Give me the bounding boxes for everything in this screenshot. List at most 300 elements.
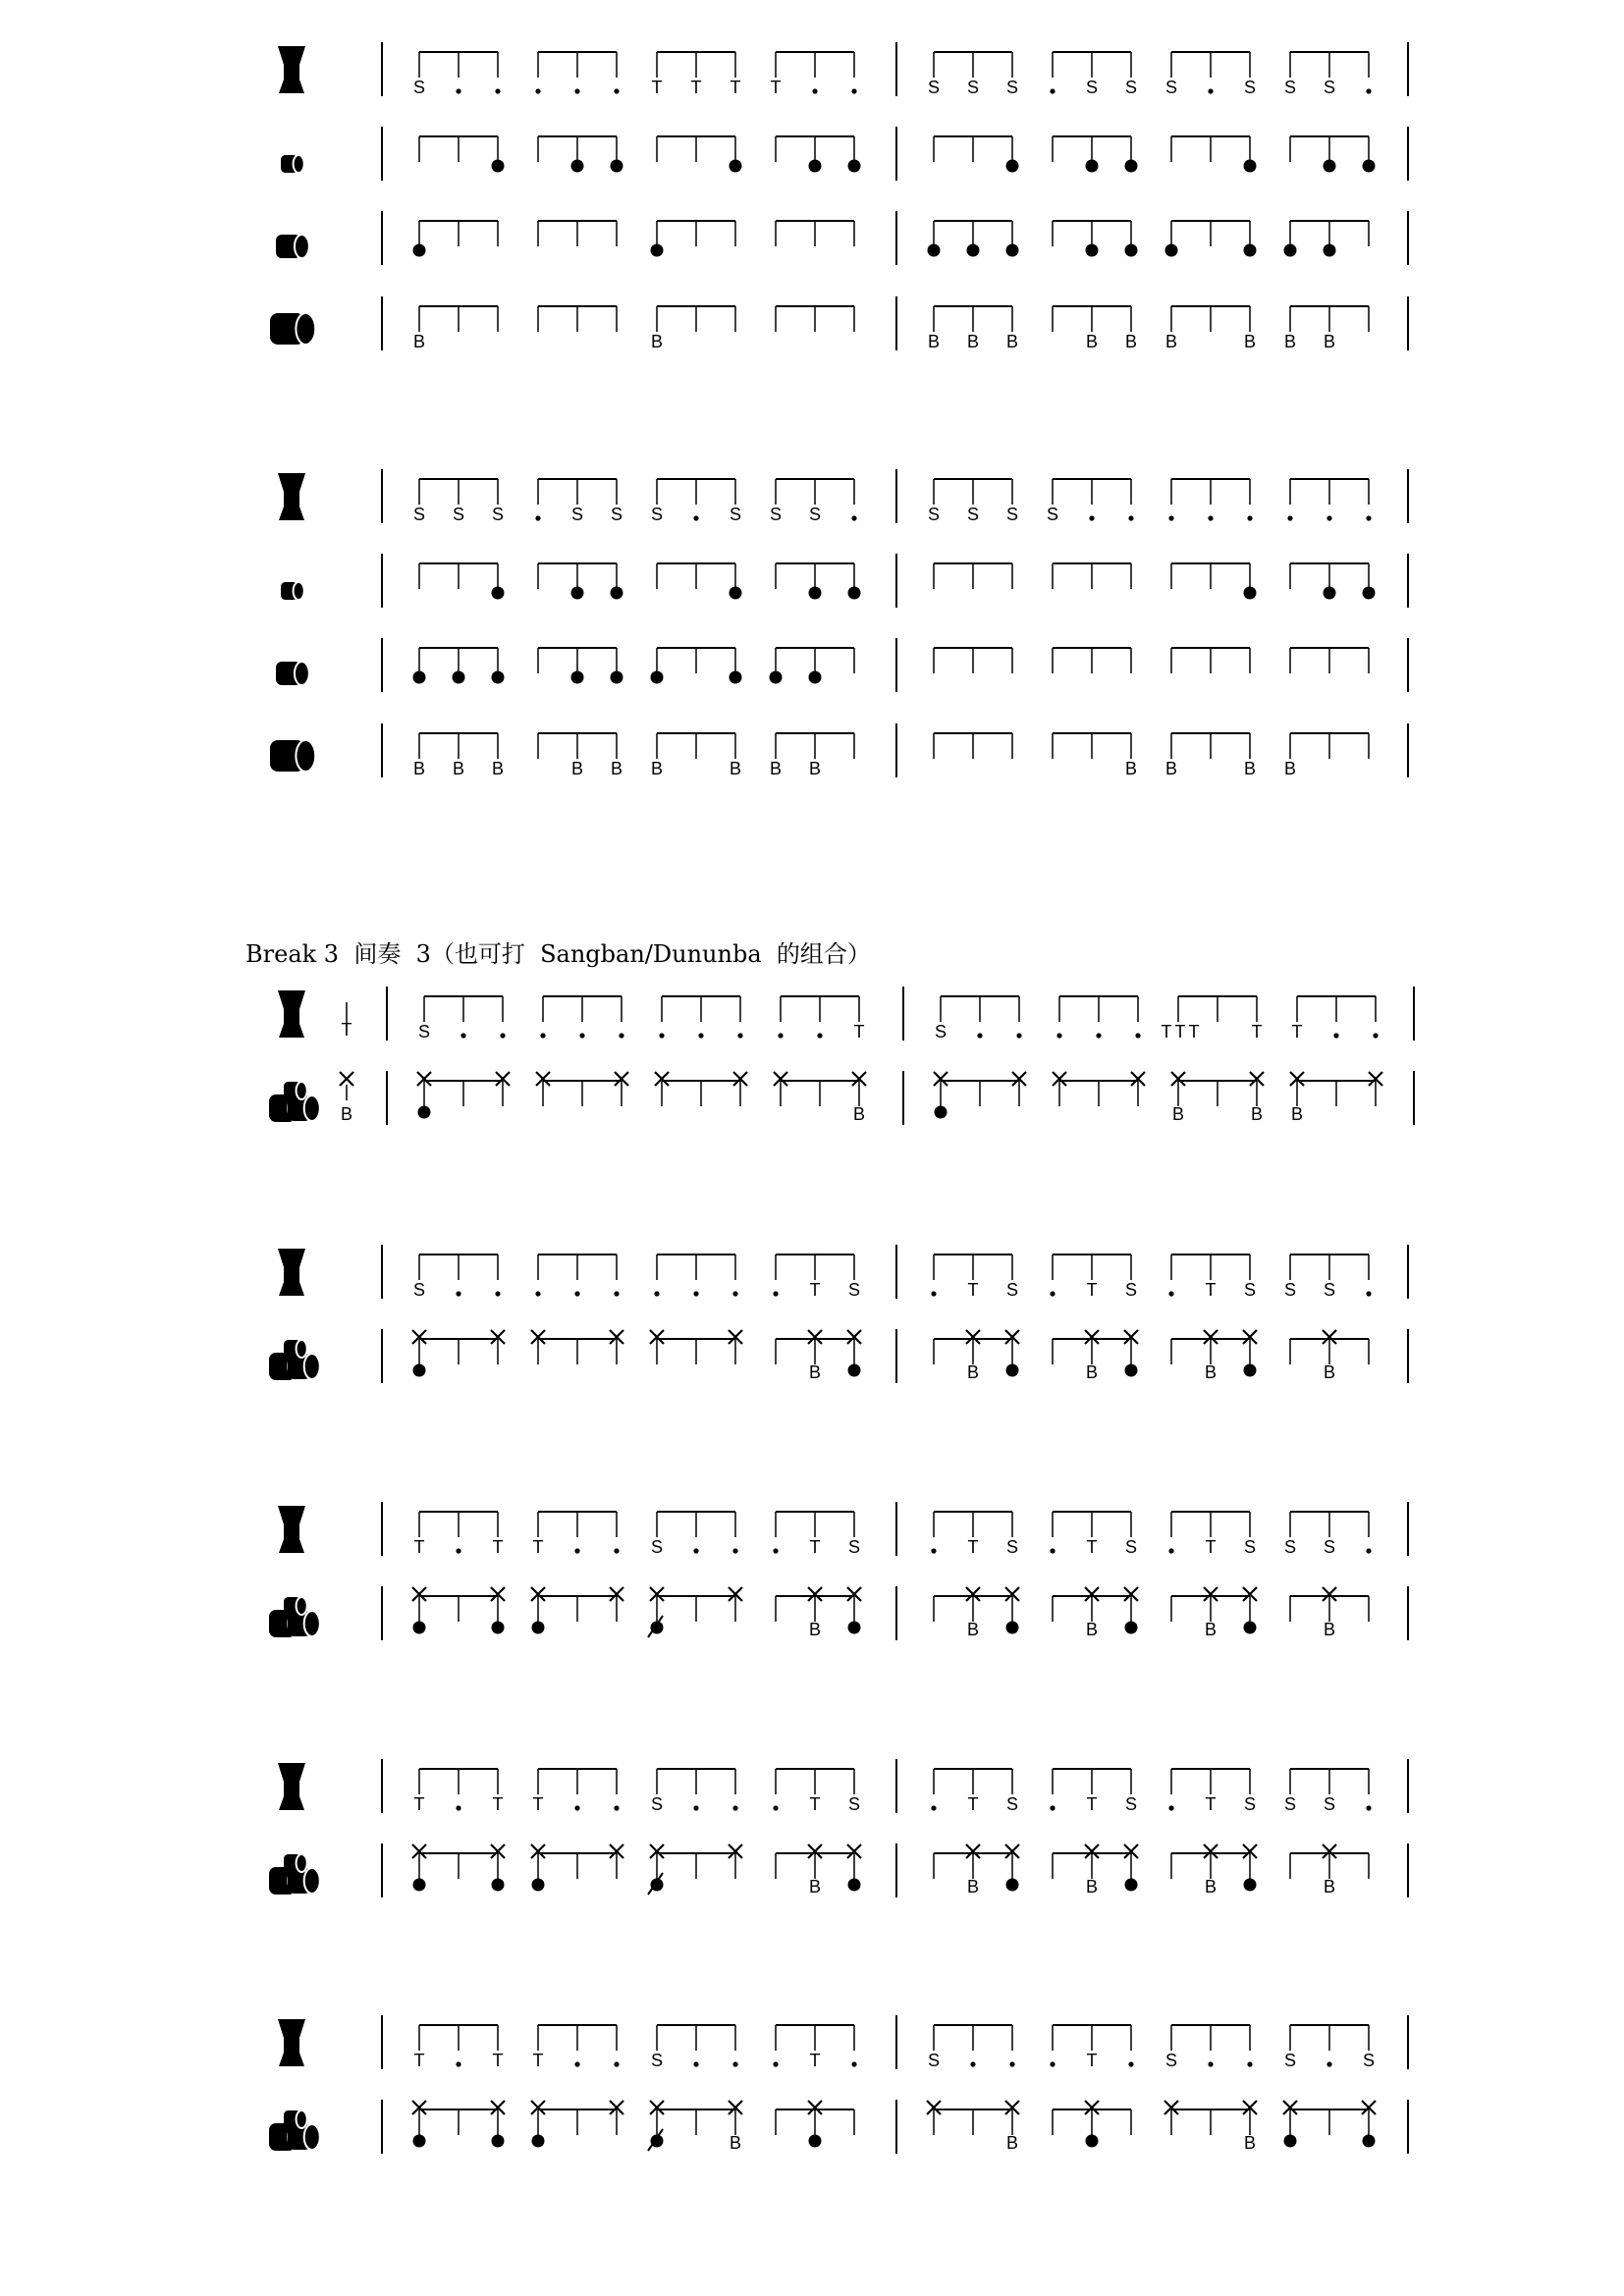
row-dununs xyxy=(269,2100,1408,2154)
stroke-label: S xyxy=(650,1794,664,1814)
beam-group xyxy=(1171,52,1250,78)
sangban-icon xyxy=(276,662,309,685)
beam-group xyxy=(538,648,617,673)
hit-dot xyxy=(809,160,822,173)
hit-dot xyxy=(413,2135,426,2148)
beam-group xyxy=(1290,52,1369,78)
hit-dot xyxy=(1125,1879,1138,1892)
rest-dot xyxy=(500,1033,505,1038)
beam-group xyxy=(657,563,735,589)
dununba-icon xyxy=(270,740,315,772)
row-dununs xyxy=(269,1329,1408,1383)
beam-group xyxy=(1297,1081,1376,1106)
beam-group xyxy=(1171,479,1250,505)
rest-dot xyxy=(535,1291,540,1296)
beam-group xyxy=(419,1596,498,1622)
beam-group xyxy=(1053,1339,1131,1364)
stroke-label: B xyxy=(1164,759,1178,778)
rest-dot xyxy=(693,1805,698,1810)
beam-group xyxy=(934,733,1012,759)
beam-group xyxy=(1053,1255,1131,1280)
rest-dot xyxy=(1326,515,1331,520)
kenkeni-icon xyxy=(281,582,304,600)
beam-group xyxy=(1178,1081,1257,1106)
beam-group xyxy=(538,1339,617,1364)
rest-dot xyxy=(693,1548,698,1553)
beam-group xyxy=(419,1769,498,1794)
beam-group xyxy=(1290,1596,1369,1622)
stroke-label: B xyxy=(1243,759,1257,778)
stroke-label: S xyxy=(1005,1280,1019,1300)
beam-group xyxy=(419,733,498,759)
stroke-label: B xyxy=(1323,1362,1336,1382)
stroke-label: S xyxy=(1283,1794,1297,1814)
row-kenkeni xyxy=(281,554,1408,608)
djembe-shape xyxy=(278,1763,305,1810)
hit-dot xyxy=(1363,2135,1376,2148)
stroke-label: T xyxy=(532,1537,544,1557)
hit-dot xyxy=(571,160,584,173)
stroke-label: B xyxy=(1085,332,1099,351)
rest-dot xyxy=(1208,515,1213,520)
system-3 xyxy=(269,987,1414,1125)
beam-group xyxy=(657,2025,735,2051)
hit-dot xyxy=(1125,160,1138,173)
beam-group xyxy=(1053,2025,1131,2051)
beam-group xyxy=(538,221,617,246)
stroke-label: T xyxy=(809,1794,821,1814)
beam-group xyxy=(538,1596,617,1622)
row-djembe xyxy=(278,1245,1408,1300)
drum-head xyxy=(296,313,315,345)
rest-dot xyxy=(1366,1805,1371,1810)
beam-group xyxy=(934,1339,1012,1364)
beam-group xyxy=(934,479,1012,505)
beam-group xyxy=(776,52,854,78)
hit-dot xyxy=(1324,160,1336,173)
rest-dot xyxy=(1366,88,1371,93)
beam-group xyxy=(424,1081,503,1106)
stroke-label: B xyxy=(966,1362,980,1382)
beam-group xyxy=(1053,648,1131,673)
beam-group xyxy=(1053,733,1131,759)
beam-group xyxy=(424,996,503,1022)
rest-dot xyxy=(812,88,817,93)
beam-group xyxy=(934,136,1012,162)
stroke-label: T xyxy=(1086,1280,1098,1300)
hit-dot xyxy=(571,671,584,684)
rest-dot xyxy=(1366,515,1371,520)
stroke-label: T xyxy=(967,1537,979,1557)
stroke-label: S xyxy=(1005,505,1019,524)
rest-dot xyxy=(732,1805,737,1810)
stroke-label: B xyxy=(1005,332,1019,351)
stroke-label: S xyxy=(1124,1794,1138,1814)
hit-dot xyxy=(848,1364,861,1377)
beam-group xyxy=(776,1512,854,1537)
row-djembe xyxy=(278,1759,1408,1814)
stroke-label: T xyxy=(967,1280,979,1300)
stroke-label: S xyxy=(1283,78,1297,97)
beam-group xyxy=(419,563,498,589)
stroke-label: B xyxy=(570,759,584,778)
djembe-icon xyxy=(278,990,305,1038)
drum-head xyxy=(294,155,304,173)
system-4 xyxy=(269,1245,1408,1383)
hit-dot xyxy=(1125,1622,1138,1634)
hit-dot xyxy=(492,160,505,173)
row-djembe xyxy=(278,42,1408,97)
beam-group xyxy=(419,136,498,162)
beam-group xyxy=(419,648,498,673)
beam-group xyxy=(776,136,854,162)
beam-group xyxy=(657,1339,735,1364)
kenkeni-icon xyxy=(281,155,304,173)
hit-dot xyxy=(1125,244,1138,257)
beam-group xyxy=(657,306,735,332)
rest-dot xyxy=(495,1291,500,1296)
beam-group xyxy=(776,1339,854,1364)
rest-dot xyxy=(931,1548,936,1553)
row-sangban xyxy=(276,211,1408,265)
hit-dot xyxy=(1006,244,1019,257)
drum-head xyxy=(296,740,315,772)
system-1 xyxy=(270,42,1408,351)
stroke-label: B xyxy=(1085,1362,1099,1382)
beam-group xyxy=(657,1596,735,1622)
stroke-label: B xyxy=(729,2133,742,2153)
stroke-label: S xyxy=(966,505,980,524)
row-dununs xyxy=(269,1586,1408,1640)
drum-head xyxy=(297,1082,307,1099)
stroke-label: B xyxy=(412,332,426,351)
stroke-label: T xyxy=(492,1794,504,1814)
stroke-label: S xyxy=(1124,1537,1138,1557)
pickup-dunun: B xyxy=(340,1104,353,1124)
beam-group xyxy=(538,1255,617,1280)
beam-group xyxy=(538,479,617,505)
stroke-label: B xyxy=(1243,2133,1257,2153)
system-7 xyxy=(269,2015,1408,2154)
stroke-label: S xyxy=(1323,1537,1336,1557)
rest-dot xyxy=(614,1548,619,1553)
rest-dot xyxy=(732,1291,737,1296)
stroke-label: S xyxy=(1124,78,1138,97)
rest-dot xyxy=(1050,1548,1055,1553)
stroke-label: S xyxy=(927,505,941,524)
beam-group xyxy=(1053,479,1131,505)
hit-dot xyxy=(809,587,822,600)
stroke-label: S xyxy=(847,1794,861,1814)
stroke-label: S xyxy=(1164,2051,1178,2070)
beam-group xyxy=(934,1769,1012,1794)
stroke-label: S xyxy=(650,2051,664,2070)
stroke-label: B xyxy=(412,759,426,778)
hit-dot xyxy=(1244,1364,1257,1377)
beam-group xyxy=(538,1512,617,1537)
dunun-set-icon xyxy=(269,1597,320,1637)
rest-dot xyxy=(1373,1033,1378,1038)
beam-group xyxy=(781,1081,859,1106)
rest-dot xyxy=(773,1805,778,1810)
hit-dot xyxy=(967,244,980,257)
rest-dot xyxy=(1009,2061,1014,2066)
beam-group xyxy=(1171,1769,1250,1794)
djembe-shape xyxy=(278,990,305,1038)
stroke-label: B xyxy=(1124,332,1138,351)
rest-dot xyxy=(931,1291,936,1296)
rest-dot xyxy=(1168,1805,1173,1810)
hit-dot xyxy=(413,671,426,684)
djembe-icon xyxy=(278,1249,305,1296)
beam-group xyxy=(934,306,1012,332)
hit-dot xyxy=(1006,160,1019,173)
rest-dot xyxy=(851,2061,856,2066)
beam-group xyxy=(419,306,498,332)
beam-group xyxy=(657,2109,735,2135)
hit-dot xyxy=(1244,1622,1257,1634)
rest-dot xyxy=(456,1291,460,1296)
beam-group xyxy=(657,1853,735,1879)
rest-dot xyxy=(693,515,698,520)
hit-dot xyxy=(730,587,742,600)
stroke-label: B xyxy=(1250,1104,1264,1124)
stroke-label: T xyxy=(809,1280,821,1300)
beam-group xyxy=(1053,221,1131,246)
djembe-shape xyxy=(278,1249,305,1296)
hit-dot xyxy=(935,1106,947,1119)
hit-dot xyxy=(848,1879,861,1892)
hit-dot xyxy=(1006,1879,1019,1892)
beam-group xyxy=(538,733,617,759)
drum-head xyxy=(294,582,304,600)
drum-head xyxy=(295,235,309,258)
rest-dot xyxy=(456,1548,460,1553)
rest-dot xyxy=(693,1291,698,1296)
beam-group xyxy=(1053,2109,1131,2135)
rest-dot xyxy=(773,1548,778,1553)
stroke-label: T xyxy=(413,2051,425,2070)
rest-dot xyxy=(535,88,540,93)
beam-group xyxy=(776,1769,854,1794)
beam-group xyxy=(934,1255,1012,1280)
beam-group xyxy=(776,306,854,332)
hit-dot xyxy=(1086,160,1099,173)
beam-group xyxy=(776,733,854,759)
rest-dot xyxy=(659,1033,664,1038)
beam-group xyxy=(1171,1512,1250,1537)
beam-group xyxy=(419,479,498,505)
beam-group xyxy=(1053,306,1131,332)
stroke-label: T xyxy=(690,78,702,97)
rest-dot xyxy=(1208,88,1213,93)
rest-dot xyxy=(456,1805,460,1810)
beam-group xyxy=(776,2109,854,2135)
stroke-label: B xyxy=(1005,2133,1019,2153)
row-dununs xyxy=(269,1843,1408,1897)
rest-dot xyxy=(1096,1033,1101,1038)
rest-dot xyxy=(614,1291,619,1296)
stroke-label: S xyxy=(1243,1537,1257,1557)
stroke-label: B xyxy=(808,759,822,778)
hit-dot xyxy=(1324,244,1336,257)
hit-dot xyxy=(532,2135,545,2148)
beam-group xyxy=(1171,2109,1250,2135)
beam-group xyxy=(776,648,854,673)
drum-head xyxy=(297,1854,307,1872)
hit-dot xyxy=(770,671,783,684)
hit-dot xyxy=(492,1622,505,1634)
hit-dot xyxy=(730,160,742,173)
stroke-label: S xyxy=(610,505,623,524)
stroke-label: S xyxy=(1005,78,1019,97)
hit-dot xyxy=(1006,1622,1019,1634)
djembe-icon xyxy=(278,46,305,93)
hit-dot xyxy=(809,671,822,684)
rest-dot xyxy=(1089,515,1094,520)
stroke-label: S xyxy=(417,1022,431,1041)
stroke-label: S xyxy=(1323,78,1336,97)
stroke-label: S xyxy=(650,1537,664,1557)
hit-dot xyxy=(1244,1879,1257,1892)
rest-dot xyxy=(579,1033,584,1038)
beam-group xyxy=(1290,1512,1369,1537)
rest-dot xyxy=(1050,1291,1055,1296)
beam-group xyxy=(662,996,740,1022)
hit-dot xyxy=(730,671,742,684)
rest-dot xyxy=(693,2061,698,2066)
rest-dot xyxy=(698,1033,703,1038)
rest-dot xyxy=(773,1291,778,1296)
stroke-label: B xyxy=(1283,332,1297,351)
stroke-label: S xyxy=(1005,1794,1019,1814)
stroke-label: B xyxy=(1323,1877,1336,1896)
beam-group xyxy=(776,563,854,589)
beam-group xyxy=(538,136,617,162)
hit-dot xyxy=(418,1106,431,1119)
beam-group xyxy=(776,221,854,246)
beam-group xyxy=(1178,996,1257,1022)
stroke-label: B xyxy=(650,332,664,351)
stroke-label: T xyxy=(492,2051,504,2070)
beam-group xyxy=(419,2109,498,2135)
rest-dot xyxy=(574,1291,579,1296)
beam-group xyxy=(543,996,622,1022)
hit-dot xyxy=(1244,587,1257,600)
stroke-label: B xyxy=(650,759,664,778)
rest-dot xyxy=(619,1033,623,1038)
stroke-label: S xyxy=(966,78,980,97)
stroke-label: B xyxy=(808,1877,822,1896)
stroke-label: B xyxy=(1283,759,1297,778)
dunun-set-icon xyxy=(269,2110,320,2151)
hit-dot xyxy=(651,244,664,257)
beam-group xyxy=(662,1081,740,1106)
stroke-label: B xyxy=(1204,1877,1218,1896)
hit-dot xyxy=(413,1364,426,1377)
beam-group xyxy=(657,52,735,78)
hit-dot xyxy=(651,671,664,684)
hit-dot xyxy=(1244,160,1257,173)
beam-group xyxy=(657,1769,735,1794)
stroke-label: S xyxy=(1323,1794,1336,1814)
rest-dot xyxy=(1050,1805,1055,1810)
beam-group xyxy=(934,52,1012,78)
beam-group xyxy=(934,2109,1012,2135)
stroke-label: T xyxy=(1205,1280,1217,1300)
stroke-label: B xyxy=(927,332,941,351)
rest-dot xyxy=(535,515,540,520)
stroke-label: T xyxy=(809,1537,821,1557)
rest-dot xyxy=(851,88,856,93)
stroke-label: B xyxy=(1323,332,1336,351)
stroke-label: S xyxy=(412,1280,426,1300)
beam-group xyxy=(1290,648,1369,673)
stroke-label: S xyxy=(1164,78,1178,97)
beam-group xyxy=(1053,1853,1131,1879)
beam-group xyxy=(657,733,735,759)
rest-dot xyxy=(574,1548,579,1553)
stroke-label: S xyxy=(1283,2051,1297,2070)
hit-dot xyxy=(1086,2135,1099,2148)
beam-group xyxy=(776,2025,854,2051)
rest-dot xyxy=(456,2061,460,2066)
beam-group xyxy=(1290,563,1369,589)
stroke-label: T xyxy=(770,78,782,97)
beam-group xyxy=(934,2025,1012,2051)
beam-group xyxy=(1290,2025,1369,2051)
rest-dot xyxy=(778,1033,783,1038)
drum-head xyxy=(304,1611,320,1636)
hit-dot xyxy=(611,160,623,173)
stroke-label: B xyxy=(769,759,783,778)
rest-dot xyxy=(1128,515,1133,520)
row-dununs xyxy=(269,1071,1414,1125)
stroke-label: S xyxy=(808,505,822,524)
beam-group xyxy=(941,996,1019,1022)
system-5 xyxy=(269,1502,1408,1640)
stroke-label: B xyxy=(610,759,623,778)
hit-dot xyxy=(1125,1364,1138,1377)
stroke-label: S xyxy=(1283,1280,1297,1300)
rest-dot xyxy=(1168,1291,1173,1296)
stroke-label: T xyxy=(967,1794,979,1814)
stroke-label: S xyxy=(1243,1794,1257,1814)
beam-group xyxy=(781,996,859,1022)
beam-group xyxy=(776,479,854,505)
rest-dot xyxy=(1247,2061,1252,2066)
stroke-label: B xyxy=(1164,332,1178,351)
stroke-label: T xyxy=(1086,2051,1098,2070)
rest-dot xyxy=(817,1033,822,1038)
djembe-icon xyxy=(278,1763,305,1810)
beam-group xyxy=(538,52,617,78)
rest-dot xyxy=(614,2061,619,2066)
beam-group xyxy=(1171,1255,1250,1280)
stroke-label: T xyxy=(651,78,663,97)
hit-dot xyxy=(492,1879,505,1892)
stroke-label: B xyxy=(729,759,742,778)
beam-group xyxy=(776,1596,854,1622)
stroke-label: S xyxy=(1124,1280,1138,1300)
stroke-label: T xyxy=(853,1022,865,1041)
stroke-label: S xyxy=(1243,1280,1257,1300)
beam-group xyxy=(1053,1512,1131,1537)
beam-group xyxy=(419,1853,498,1879)
stroke-label: S xyxy=(570,505,584,524)
stroke-label: T xyxy=(730,78,741,97)
stroke-label: S xyxy=(1323,1280,1336,1300)
